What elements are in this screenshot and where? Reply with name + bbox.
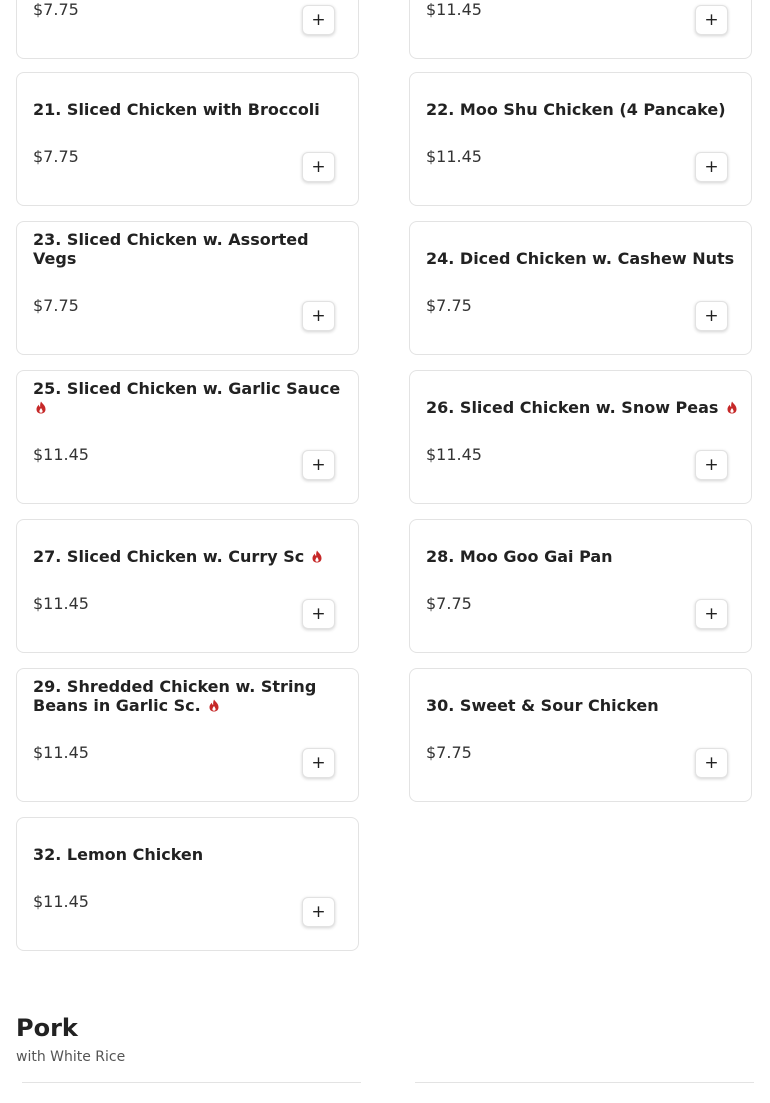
item-title: 25. Sliced Chicken w. Garlic Sauce [33,379,341,398]
add-item-button[interactable]: + [695,599,728,629]
add-item-button[interactable]: + [302,450,335,480]
menu-item-card[interactable] [409,519,752,653]
add-item-button[interactable]: + [302,748,335,778]
add-item-button[interactable]: + [695,152,728,182]
item-price: $11.45 [426,445,482,464]
item-price: $11.45 [426,147,482,166]
add-item-button[interactable]: + [695,301,728,331]
item-price: $7.75 [426,594,472,613]
menu-item-card[interactable] [16,72,359,206]
item-title: 21. Sliced Chicken with Broccoli [33,100,320,119]
chili-flame-icon [726,401,738,414]
item-title: 22. Moo Shu Chicken (4 Pancake) [426,100,726,119]
item-price: $7.75 [33,0,79,19]
item-title: 24. Diced Chicken w. Cashew Nuts [426,249,735,268]
add-item-button[interactable]: + [302,152,335,182]
chili-flame-icon [311,550,323,563]
item-price: $11.45 [33,743,89,762]
menu-item-card[interactable] [16,370,359,504]
item-title: 27. Sliced Chicken w. Curry Sc [33,547,305,566]
chili-flame-icon [208,699,220,712]
add-item-button[interactable]: + [302,5,335,35]
menu-item-card-edge [415,1082,754,1103]
item-title: 23. Sliced Chicken w. Assorted Vegs [33,230,309,268]
add-item-button[interactable]: + [695,748,728,778]
item-title: 32. Lemon Chicken [33,845,204,864]
add-item-button[interactable]: + [695,450,728,480]
item-title: 29. Shredded Chicken w. String Beans in Garlic Sc. [33,677,317,715]
add-item-button[interactable]: + [695,5,728,35]
item-price: $11.45 [426,0,482,19]
menu-item-card[interactable] [16,519,359,653]
chili-flame-icon [35,401,47,414]
menu-item-card[interactable] [16,817,359,951]
section-title: Pork [16,1014,78,1042]
menu-item-card[interactable] [409,72,752,206]
add-item-button[interactable]: + [302,599,335,629]
item-price: $7.75 [33,296,79,315]
item-title: 30. Sweet & Sour Chicken [426,696,659,715]
menu-item-card[interactable] [409,668,752,802]
item-title: 28. Moo Goo Gai Pan [426,547,613,566]
menu-item-card[interactable] [409,370,752,504]
item-title: 26. Sliced Chicken w. Snow Peas [426,398,719,417]
add-item-button[interactable]: + [302,897,335,927]
menu-item-card[interactable] [409,0,752,59]
menu-item-card[interactable] [409,221,752,355]
item-price: $11.45 [33,594,89,613]
section-subtitle: with White Rice [16,1049,126,1065]
menu-item-card[interactable] [16,668,359,802]
add-item-button[interactable]: + [302,301,335,331]
item-price: $7.75 [33,147,79,166]
item-price: $7.75 [426,296,472,315]
menu-item-card[interactable] [16,0,359,59]
menu-item-card[interactable] [16,221,359,355]
menu-item-card-edge [22,1082,361,1103]
item-price: $11.45 [33,445,89,464]
item-price: $11.45 [33,892,89,911]
item-price: $7.75 [426,743,472,762]
